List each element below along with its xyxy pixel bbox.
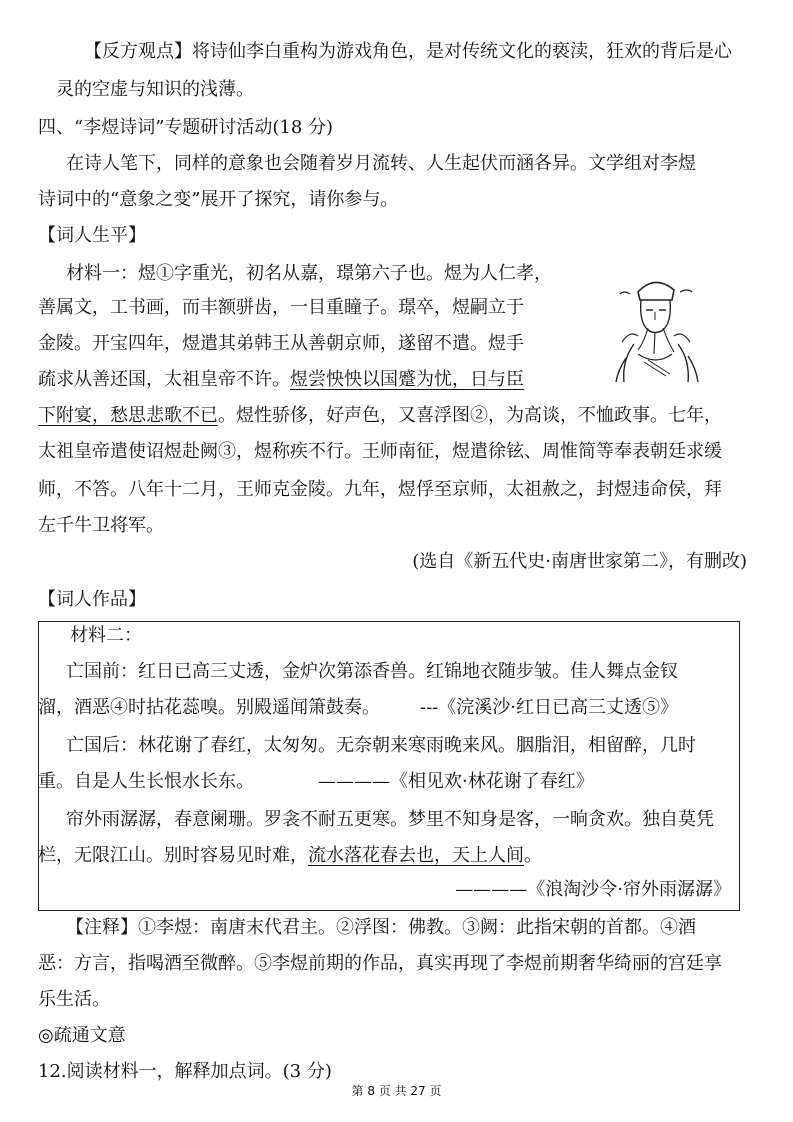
works-heading: 【词人作品】 bbox=[38, 589, 146, 610]
bio-source: (选自《新五代史·南唐世家第二》，有删改) bbox=[412, 551, 747, 572]
question-12: 12.阅读材料一，解释加点词。(3 分) bbox=[38, 1061, 332, 1082]
poem-third-line2: 栏，无限江山。别时容易见时难，流水落花春去也，天上人间。 bbox=[38, 845, 542, 866]
bio-line: 材料一：煜①字重光，初名从嘉，璟第六子也。煜为人仁孝， bbox=[66, 263, 552, 284]
poem-after-line2: 重。自是人生长恨水长东。 ————《相见欢·林花谢了春红》 bbox=[38, 771, 594, 792]
opposing-view-line2: 灵的空虚与知识的浅薄。 bbox=[56, 79, 254, 100]
li-yu-portrait-image bbox=[608, 270, 702, 384]
underlined-verse: 流水落花春去也，天上人间 bbox=[308, 845, 524, 866]
poem-third-line1: 帘外雨潺潺，春意阑珊。罗衾不耐五更寒。梦里不知身是客，一晌贪欢。独自莫凭 bbox=[66, 809, 714, 830]
bio-line: 疏求从善还国，太祖皇帝不许。煜尝怏怏以国蹙为忧，日与臣 bbox=[38, 369, 524, 390]
notes-line1: 【注释】①李煜：南唐末代君主。②浮图：佛教。③阙：此指宋朝的首都。④酒 bbox=[66, 917, 696, 938]
poem-third-source: ————《浪淘沙令·帘外雨潺潺》 bbox=[455, 879, 731, 900]
bio-line: 下附宴，愁思悲歌不已。煜性骄侈，好声色，又喜浮图②，为高谈，不恤政事。七年， bbox=[38, 405, 722, 426]
poem-before-line2: 溜，酒恶④时拈花蕊嗅。别殿遥闻箫鼓奏。 ---《浣溪沙·红日已高三丈透⑤》 bbox=[38, 697, 678, 718]
section-heading: 四、“李煜诗词”专题研讨活动(18 分) bbox=[38, 117, 334, 138]
bio-line: 金陵。开宝四年，煜遣其弟韩王从善朝京师，遂留不遣。煜手 bbox=[38, 333, 524, 354]
works-label: 材料二： bbox=[70, 625, 142, 646]
poem-before-line1: 亡国前：红日已高三丈透，金炉次第添香兽。红锦地衣随步皱。佳人舞点金钗 bbox=[66, 661, 678, 682]
poem-after-source: ————《相见欢·林花谢了春红》 bbox=[318, 771, 594, 792]
underlined-sentence: 煜尝怏怏以国蹙为忧，日与臣 bbox=[290, 369, 524, 390]
underlined-sentence-end: 下附宴，愁思悲歌不已 bbox=[38, 405, 218, 426]
intro-line1: 在诗人笔下，同样的意象也会随着岁月流转、人生起伏而涵各异。文学组对李煜 bbox=[66, 153, 696, 174]
bio-line: 太祖皇帝遣使诏煜赴阙③，煜称疾不行。王师南征，煜遣徐铉、周惟简等奉表朝廷求缓 bbox=[38, 441, 722, 462]
page-footer: 第 8 页 共 27 页 bbox=[351, 1084, 442, 1098]
bio-line: 师，不答。八年十二月，王师克金陵。九年，煜俘至京师，太祖赦之，封煜违命侯，拜 bbox=[38, 479, 722, 500]
notes-line2: 恶：方言，指喝酒至微醉。⑤李煜前期的作品，真实再现了李煜前期奢华绮丽的宫廷享 bbox=[38, 953, 722, 974]
notes-line3: 乐生活。 bbox=[38, 989, 110, 1010]
poem-before-source: ---《浣溪沙·红日已高三丈透⑤》 bbox=[420, 697, 678, 718]
intro-line2: 诗词中的“意象之变”展开了探究，请你参与。 bbox=[38, 189, 399, 210]
opposing-view-line1: 【反方观点】将诗仙李白重构为游戏角色，是对传统文化的亵渎，狂欢的背后是心 bbox=[84, 41, 732, 62]
poem-after-line1: 亡国后：林花谢了春红，太匆匆。无奈朝来寒雨晚来风。胭脂泪，相留醉，几时 bbox=[66, 735, 696, 756]
bio-line: 善属文，工书画，而丰额骈齿，一目重瞳子。璟卒，煜嗣立于 bbox=[38, 297, 524, 318]
bio-heading: 【词人生平】 bbox=[38, 225, 146, 246]
section-mark: ◎疏通文意 bbox=[38, 1025, 126, 1046]
opposing-view-label: 【反方观点】 bbox=[84, 41, 192, 62]
bio-line: 左千牛卫将军。 bbox=[38, 515, 164, 536]
